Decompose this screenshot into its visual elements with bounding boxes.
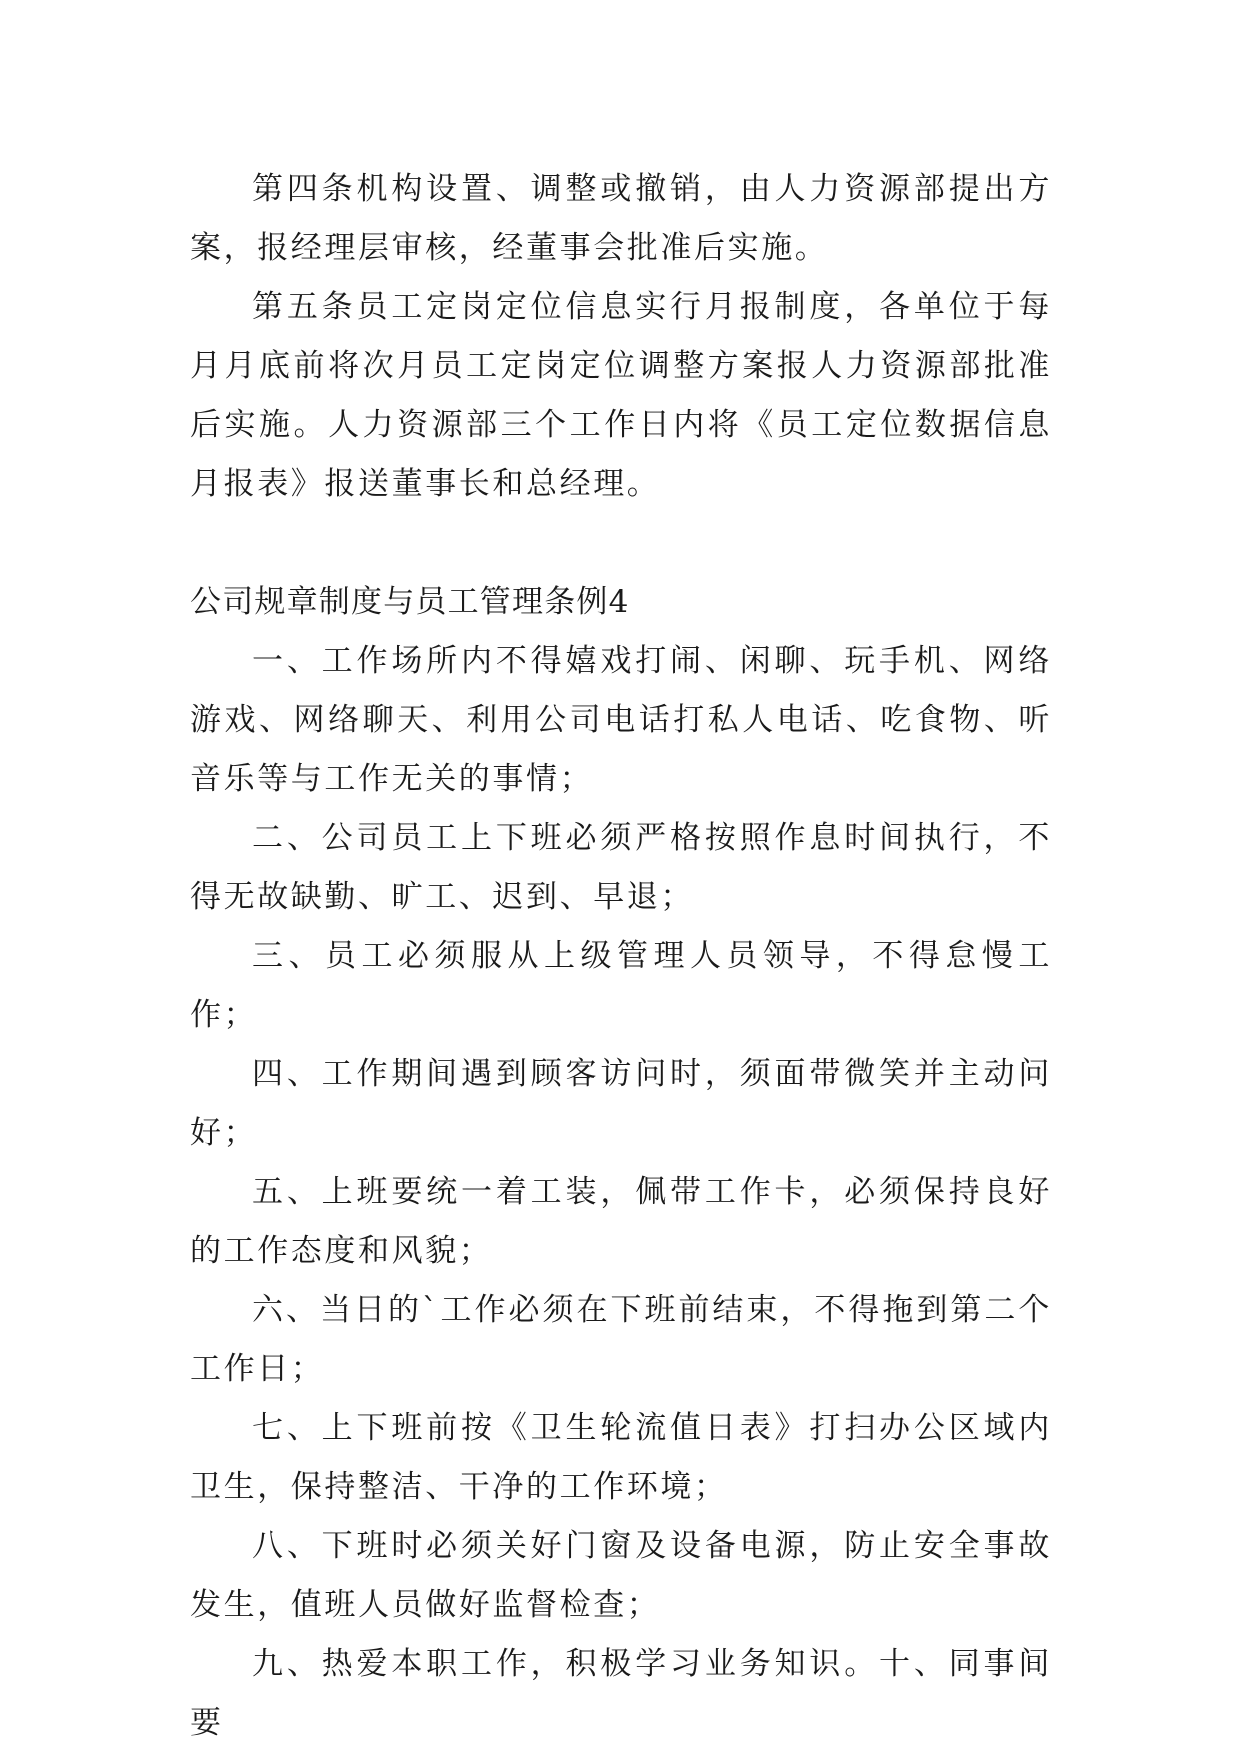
rule-item-4: 四、工作期间遇到顾客访问时，须面带微笑并主动问好； — [190, 1056, 1052, 1151]
rule-item-2: 二、公司员工上下班必须严格按照作息时间执行，不得无故缺勤、旷工、迟到、早退； — [190, 820, 1052, 915]
rule-item-7: 七、上下班前按《卫生轮流值日表》打扫办公区域内卫生，保持整洁、干净的工作环境； — [190, 1410, 1052, 1505]
rule-item-8: 八、下班时必须关好门窗及设备电源，防止安全事故发生，值班人员做好监督检查； — [190, 1528, 1052, 1623]
rule-item-9: 九、热爱本职工作，积极学习业务知识。十、同事间要 — [190, 1646, 1052, 1741]
section-title: 公司规章制度与员工管理条例4 — [190, 584, 630, 620]
rule-item-1: 一、工作场所内不得嬉戏打闹、闲聊、玩手机、网络游戏、网络聊天、利用公司电话打私人电话、吃食物、听音乐等与工作无关的事情； — [190, 643, 1052, 797]
rule-item-3: 三、员工必须服从上级管理人员领导，不得怠慢工作； — [190, 938, 1052, 1033]
article-4-paragraph: 第四条机构设置、调整或撤销，由人力资源部提出方案，报经理层审核，经董事会批准后实施。 — [190, 171, 1052, 266]
rule-item-6: 六、当日的`工作必须在下班前结束，不得拖到第二个工作日； — [190, 1292, 1052, 1387]
document-body — [190, 160, 1052, 1753]
rule-item-5: 五、上班要统一着工装，佩带工作卡，必须保持良好的工作态度和风貌； — [190, 1174, 1052, 1269]
article-5-paragraph: 第五条员工定岗定位信息实行月报制度，各单位于每月月底前将次月员工定岗定位调整方案报人力资源部批准后实施。人力资源部三个工作日内将《员工定位数据信息月报表》报送董事长和总经理。 — [190, 289, 1052, 502]
